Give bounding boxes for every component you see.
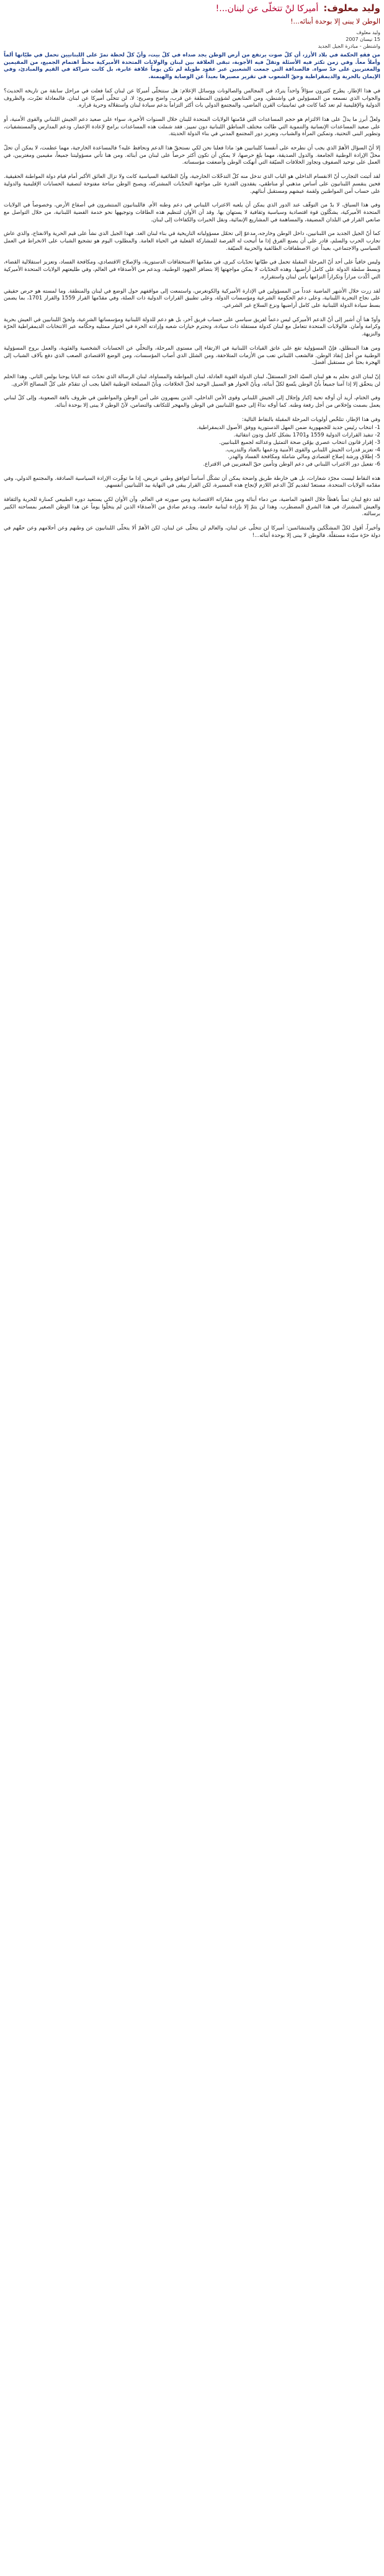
- body-paragraph: كما أنّ الجيل الجديد من اللبنانيين، داخل الوطن وخارجه، مدعوّ إلى تحمّل مسؤولياته التاريخية في بناء لبنان الغد. فهذا الجيل الذي نشأ على قيم الحرية والانفتاح، والذي عاش تجارب الحرب والسلم، قادر على أن يصنع الفرق إذا ما أُتيحت له الفرصة للمشاركة الفعلية في الحياة العامة. والمطلوب اليوم هو تشجيع الشباب على الانخراط في العمل السياسي والاجتماعي، بعيداً عن الاصطفافات الطائفية والحزبية الضيّقة.: [4, 231, 380, 252]
- list-item: 1- انتخاب رئيس جديد للجمهورية ضمن المهل الدستورية ووفق الأصول الديمقراطية.: [197, 425, 380, 432]
- meta-date: 15 نيسان 2007: [346, 37, 380, 42]
- body-paragraph: لقد أثبتت التجارب أنّ الانقسام الداخلي هو الباب الذي تدخل منه كلّ التدخّلات الخارجية، وأنّ الطائفية السياسية كانت ولا تزال العائق الأكبر أمام قيام دولة المواطنة الحقيقية. فحين ينقسم اللبنانيون على أساس مذهبي أو مناطقي، يفقدون القدرة على مواجهة التحدّيات المشتركة، ويصبح الوطن ساحة مفتوحة لتصفية الحسابات الإقليمية والدولية على حساب أمن المواطنين ولقمة عيشهم ومستقبل أبنائهم.: [4, 174, 380, 195]
- list-intro: وفي هذا الإطار، تتلخّص أولويات المرحلة المقبلة بالنقاط التالية:: [242, 416, 380, 423]
- body-paragraph: ومن هذا المنطلق، فإنّ المسؤولية تقع على عاتق القيادات اللبنانية في الارتقاء إلى مستوى المرحلة، والتخلّي عن الحسابات الشخصية والفئوية، والعمل بروح المسؤولية الوطنية من أجل إنقاذ الوطن. فالشعب اللبناني تعب من الأزمات المتلاحقة، ومن الشلل الذي أصاب المؤسسات، ومن الوضع الاقتصادي الصعب الذي دفع بآلاف الشباب إلى الهجرة بحثاً عن مستقبل أفضل.: [4, 345, 380, 366]
- meta-author: وليد معلوف: [356, 30, 380, 35]
- article-title: أميركا لنْ تتخلّى عن لبنان...!: [215, 4, 319, 14]
- body-paragraph: ولعلّ أبرز ما يدلّ على هذا الالتزام هو حجم المساعدات التي قدّمتها الولايات المتحدة للبنان خلال السنوات الأخيرة، سواء على صعيد دعم الجيش اللبناني والقوى الأمنية، أو على صعيد المساعدات الإنسانية والتنموية التي طالت مختلف المناطق اللبنانية دون تمييز. فقد شملت هذه المساعدات برامج لإعادة الإعمار، ودعم المدارس والمستشفيات، وتطوير البنى التحتية، وتمكين المرأة والشباب، وتعزيز دور المجتمع المدني في بناء الدولة الحديثة.: [4, 116, 380, 138]
- list-item: 4- تعزيز قدرات الجيش اللبناني والقوى الأمنية ودعمها بالعتاد والتدريب.: [225, 446, 380, 453]
- meta-source: واشنطن - مبادرة الجيل الجديد: [318, 43, 380, 49]
- article-body: [4, 52, 380, 540]
- body-paragraph: في هذا الإطار، يطرح كثيرون سؤالاً واحداً يتردّد في المجالس والصالونات ووسائل الإعلام: هل ستتخلّى أميركا عن لبنان كما فعلت في مراحل سابقة من تاريخه الحديث؟ والجواب الذي نسمعه من المسؤولين في واشنطن، ومن المتابعين لشؤون المنطقة عن قرب، واضح وصريح: لا، لن تتخلّى أميركا عن لبنان. فالمعادلة تغيّرت، والظروف الدولية والإقليمية لم تعد كما كانت في ثمانينيات القرن الماضي، والمجتمع الدولي بات أكثر التزاماً بدعم سيادة لبنان واستقلاله وحرية قراره.: [4, 87, 380, 109]
- body-paragraph: هذه النقاط ليست مجرّد شعارات، بل هي خارطة طريق واضحة يمكن أن تشكّل أساساً لتوافق وطني عريض، إذا ما توفّرت الإرادة السياسية الصادقة. والمجتمع الدولي، وفي مقدّمه الولايات المتحدة، مستعدّ لتقديم كلّ الدعم اللازم لإنجاح هذه المسيرة، لكن القرار يبقى في النهاية بيد اللبنانيين أنفسهم.: [4, 475, 380, 489]
- body-paragraph: وأودّ هنا أن أشير إلى أنّ الدعم الأميركي ليس دعماً لفريق سياسي على حساب فريق آخر، بل هو دعم للدولة اللبنانية ومؤسساتها الشرعية، ولحقّ اللبنانيين في العيش بحرية وكرامة وأمان. فالولايات المتحدة تتعامل مع لبنان كدولة مستقلة ذات سيادة، وتحترم خيارات شعبه وإرادته الحرة في اختيار ممثليه وحكّامه عبر الانتخابات الديمقراطية الحرّة والنزيهة.: [4, 316, 380, 338]
- body-paragraph: وفي هذا السياق، لا بدّ من التوقّف عند الدور الذي يمكن أن يلعبه الاغتراب اللبناني في دعم وطنه الأم. فاللبنانيون المنتشرون في أصقاع الأرض، وخصوصاً في الولايات المتحدة الأميركية، يشكّلون قوة اقتصادية وسياسية وثقافية لا يستهان بها. وقد آن الأوان لتنظيم هذه الطاقات وتوجيهها نحو خدمة القضية اللبنانية، من خلال التواصل مع صانعي القرار في البلدان المضيفة، والمساهمة في المشاريع الإنمائية، ونقل الخبرات والكفاءات إلى لبنان.: [4, 202, 380, 223]
- closing-paragraph: وأخيراً، أقول لكلّ المشكّكين والمتشائمين: أميركا لن تتخلّى عن لبنان، والعالم لن يتخلّى عن لبنان، لكن الأهمّ ألا يتخلّى اللبنانيون عن وطنهم وعن أحلامهم وعن حقّهم في دولة حرّة سيّدة مستقلّة. فالوطن لا يبنى إلا بوحدة أبنائه...!: [4, 525, 380, 539]
- priorities-list: [4, 425, 380, 468]
- intro-paragraph: من فقهِ الحكمة في بلاد الأرز، أن كلّ صوت يرتفع من أرض الوطن يجد صداه في كلّ بيت، وأنّ كلّ لحظة تمرّ على اللبنانيين تحمل في طيّاتها ألماً وأملاً معاً. وفي زمن تكثر فيه الأسئلة وتقلّ فيه الأجوبة، تبقى العلاقة بين لبنان والولايات المتحدة الأميركية محطّ اهتمام الجميع، من المقيمين والمغتربين على حدّ سواء. فالصداقة التي جمعت الشعبين عبر عقود طويلة لم تكن يوماً علاقة عابرة، بل كانت شراكة في القيم والمبادئ، وفي الإيمان بالحرية والديمقراطية وحقّ الشعوب في تقرير مصيرها بعيداً عن الوصاية والهيمنة.: [4, 52, 380, 81]
- body-paragraph: وفي الختام، أريد أن أوجّه تحية إكبار وإجلال إلى الجيش اللبناني وقوى الأمن الداخلي، الذين يسهرون على أمن الوطن والمواطنين في ظروف بالغة الصعوبة، وإلى كلّ لبناني يعمل بصمت وإخلاص من أجل رفعة وطنه. كما أوجّه نداءً إلى جميع اللبنانيين في الوطن والمهجر للتكاتف والتضامن، لأنّ الوطن لا يبنى إلا بوحدة أبنائه.: [4, 395, 380, 409]
- article-page: [0, 0, 384, 540]
- author-name: وليد معلوف:: [323, 2, 380, 14]
- list-item: 6- تفعيل دور الاغتراب اللبناني في دعم الوطن وتأمين حقّ المغتربين في الاقتراع.: [203, 461, 380, 467]
- list-item: 3- إقرار قانون انتخاب عصري يؤمّن صحة التمثيل وعدالته لجميع اللبنانيين.: [219, 439, 380, 446]
- body-paragraph: لقد دفع لبنان ثمناً باهظاً خلال العقود الماضية، من دماء أبنائه ومن مقدّراته الاقتصادية ومن صورته في العالم. وآن الأوان لكي يستعيد دوره الطبيعي كمنارة للحرية والثقافة والعيش المشترك في هذا الشرق المضطرب. وهذا لن يتمّ إلا بإرادة لبنانية جامعة، وبدعم صادق من الأصدقاء الذين لم يتخلّوا يوماً عن هذا الوطن الصغير بمساحته الكبير برسالته.: [4, 497, 380, 518]
- body-paragraph: إلا أنّ السؤال الأهمّ الذي يجب أن نطرحه على أنفسنا كلبنانيين هو: ماذا فعلنا نحن لكي نستحقّ هذا الدعم ونحافظ عليه؟ فالمساعدة الخارجية، مهما عظمت، لا يمكن أن تحلّ محلّ الإرادة الوطنية الجامعة. والدول الصديقة، مهما بلغ حرصها، لا يمكن أن تكون أكثر حرصاً على لبنان من أبنائه. ومن هنا تأتي مسؤوليتنا جميعاً، مقيمين ومغتربين، في العمل على توحيد الصفوف وتجاوز الخلافات الضيّقة التي أنهكت الوطن وأضعفت مؤسساته.: [4, 145, 380, 166]
- body-paragraph: إنّ لبنان الذي نحلم به هو لبنان السيّد الحرّ المستقلّ، لبنان الدولة القوية العادلة، لبنان المواطنة والمساواة، لبنان الرسالة الذي تحدّث عنه البابا يوحنا بولس الثاني. وهذا الحلم لن يتحقّق إلا إذا آمنا جميعاً بأنّ الوطن يتّسع لكلّ أبنائه، وبأنّ الحوار هو السبيل الوحيد لحلّ الخلافات، وبأنّ المصلحة الوطنية العليا يجب أن تتقدّم على كلّ المصالح الأخرى.: [4, 373, 380, 387]
- body-paragraph: وليس خافياً على أحد أنّ المرحلة المقبلة تحمل في طيّاتها تحدّيات كبرى، في مقدّمها الاستحقاقات الدستورية، والإصلاح الاقتصادي، ومكافحة الفساد، وتعزيز استقلالية القضاء، وبسط سلطة الدولة على كامل أراضيها. وهذه التحدّيات لا يمكن مواجهتها إلا بتضافر الجهود الوطنية، وبدعم من الأصدقاء في العالم، وفي طليعتهم الولايات المتحدة الأميركية التي أكّدت مراراً وتكراراً التزامها بأمن لبنان واستقراره.: [4, 259, 380, 280]
- list-item: 5- إطلاق ورشة إصلاح اقتصادي ومالي شاملة ومكافحة الفساد والهدر.: [228, 454, 380, 461]
- article-header: [4, 2, 380, 14]
- list-item: 2- تنفيذ القرارات الدولية 1559 و1701 بشكل كامل ودون انتقائية.: [233, 432, 380, 439]
- article-meta: [4, 29, 380, 50]
- body-paragraph: لقد زرت خلال الأشهر الماضية عدداً من المسؤولين في الإدارة الأميركية والكونغرس، واستمعت إلى مواقفهم حول الوضع في لبنان والمنطقة. وما لمسته هو حرص حقيقي على نجاح التجربة اللبنانية، وعلى دعم الحكومة الشرعية ومؤسسات الدولة، وعلى تطبيق القرارات الدولية ذات الصلة، وفي مقدّمها القرار 1559 والقرار 1701، بما يضمن بسط سيادة الدولة اللبنانية على كامل أراضيها ونزع السلاح غير الشرعي.: [4, 288, 380, 309]
- article-subtitle: الوطن لا يبنى إلا بوحدة أبنائه...!: [290, 17, 380, 25]
